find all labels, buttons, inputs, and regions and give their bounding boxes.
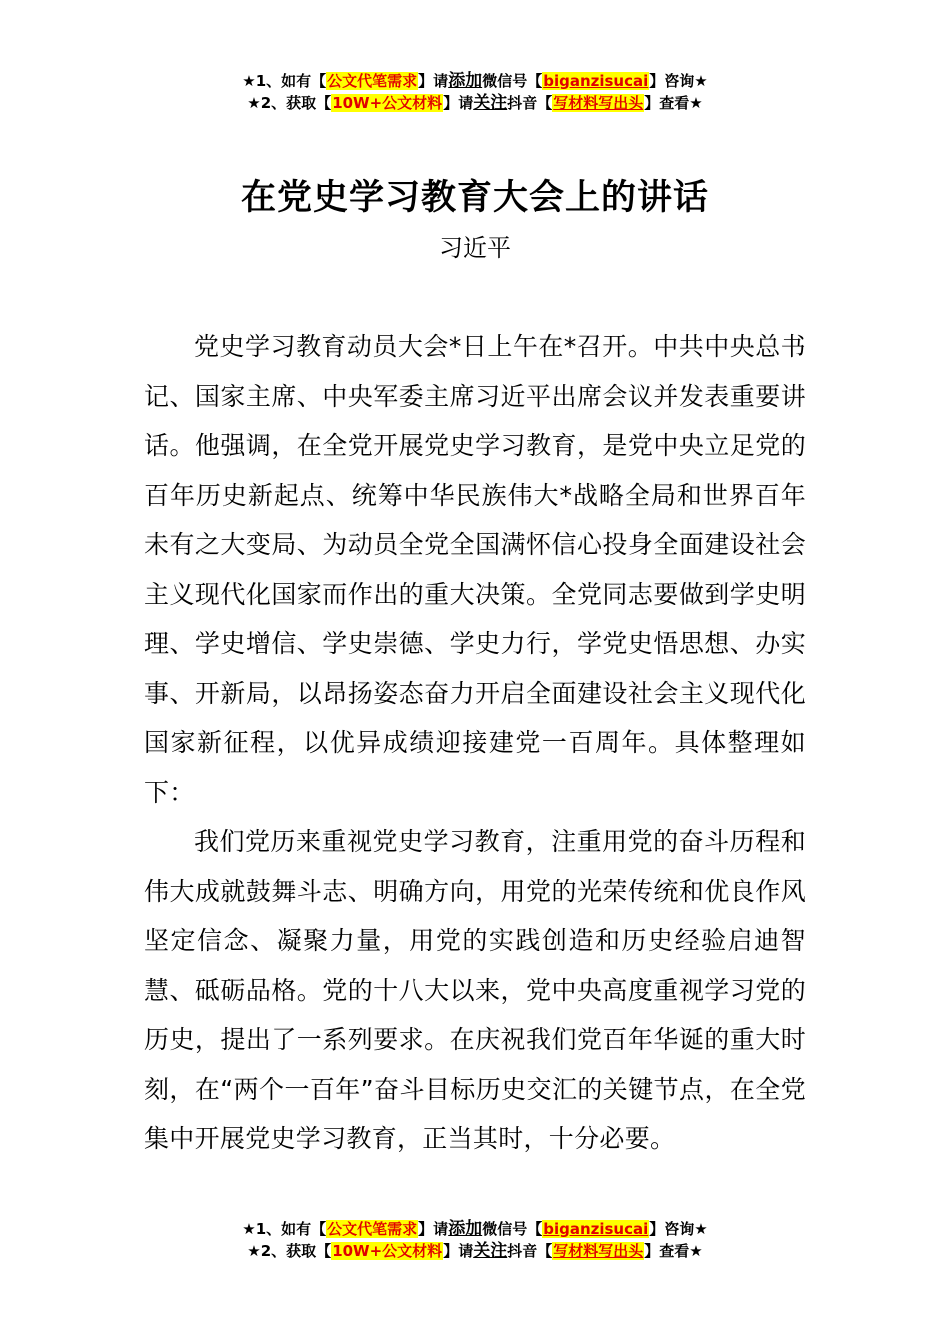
- header-banner: [0, 70, 950, 114]
- banner-text: 抖音【: [507, 1242, 553, 1260]
- banner-text: 2、获取【: [260, 1242, 332, 1260]
- document-author: 习近平: [439, 234, 511, 262]
- banner-text: 】请: [443, 94, 474, 112]
- banner-wechat-id: biganzisucai: [543, 72, 649, 90]
- banner-highlight: 公文代笔需求: [327, 1220, 418, 1238]
- banner-text: 微信号【: [482, 72, 543, 90]
- star-icon: ★: [694, 72, 708, 90]
- banner-emphasis: 关注: [473, 93, 508, 113]
- banner-text: 】查看: [644, 1242, 690, 1260]
- banner-text: 微信号【: [482, 1220, 543, 1238]
- star-icon: ★: [694, 1220, 708, 1238]
- banner-text: 】请: [443, 1242, 474, 1260]
- paragraph: 党史学习教育动员大会*日上午在*召开。中共中央总书记、国家主席、中央军委主席习近平出席会议并发表重要讲话。他强调，在全党开展党史学习教育，是党中央立足党的百年历史新起点、统筹中华民族伟大*战略全局和世界百年未有之大变局、为动员全党全国满怀信心投身全面建设社会主义现代化国家而作出的重大决策。全党同志要做到学史明理、学史增信、学史崇德、学史力行，学党史悟思想、办实事、开新局，以昂扬姿态奋力开启全面建设社会主义现代化国家新征程，以优异成绩迎接建党一百周年。具体整理如下：: [144, 332, 806, 807]
- banner-text: 】咨询: [649, 72, 695, 90]
- banner-line-2: [0, 92, 950, 114]
- footer-banner: [0, 1218, 950, 1262]
- star-icon: ★: [242, 1220, 256, 1238]
- document-title: 在党史学习教育大会上的讲话: [240, 178, 709, 218]
- paragraph: 我们党历来重视党史学习教育，注重用党的奋斗历程和伟大成就鼓舞斗志、明确方向，用党的光荣传统和优良作风坚定信念、凝聚力量，用党的实践创造和历史经验启迪智慧、砥砺品格。党的十八大以来，党中央高度重视学习党的历史，提出了一系列要求。在庆祝我们党百年华诞的重大时刻，在“两个一百年”奋斗目标历史交汇的关键节点，在全党集中开展党史学习教育，正当其时，十分必要。: [144, 827, 806, 1153]
- star-icon: ★: [689, 1242, 703, 1260]
- banner-emphasis: 添加: [448, 1219, 483, 1239]
- banner-text: 】查看: [644, 94, 690, 112]
- star-icon: ★: [247, 94, 261, 112]
- banner-wechat-id: biganzisucai: [543, 1220, 649, 1238]
- banner-highlight: 公文代笔需求: [327, 72, 418, 90]
- banner-highlight: 10W+公文材料: [332, 1242, 443, 1260]
- banner-douyin-id: 写材料写出头: [553, 94, 644, 112]
- star-icon: ★: [689, 94, 703, 112]
- banner-line-1: [0, 1218, 950, 1240]
- banner-text: 】请: [418, 1220, 449, 1238]
- banner-text: 1、如有【: [255, 72, 327, 90]
- banner-text: 】咨询: [649, 1220, 695, 1238]
- banner-text: 抖音【: [507, 94, 553, 112]
- document-body: [144, 322, 806, 1164]
- banner-emphasis: 关注: [473, 1241, 508, 1261]
- star-icon: ★: [242, 72, 256, 90]
- star-icon: ★: [247, 1242, 261, 1260]
- banner-text: 2、获取【: [260, 94, 332, 112]
- banner-douyin-id: 写材料写出头: [553, 1242, 644, 1260]
- banner-highlight: 10W+公文材料: [332, 94, 443, 112]
- banner-line-1: [0, 70, 950, 92]
- banner-emphasis: 添加: [448, 71, 483, 91]
- banner-text: 】请: [418, 72, 449, 90]
- banner-line-2: [0, 1240, 950, 1262]
- banner-text: 1、如有【: [255, 1220, 327, 1238]
